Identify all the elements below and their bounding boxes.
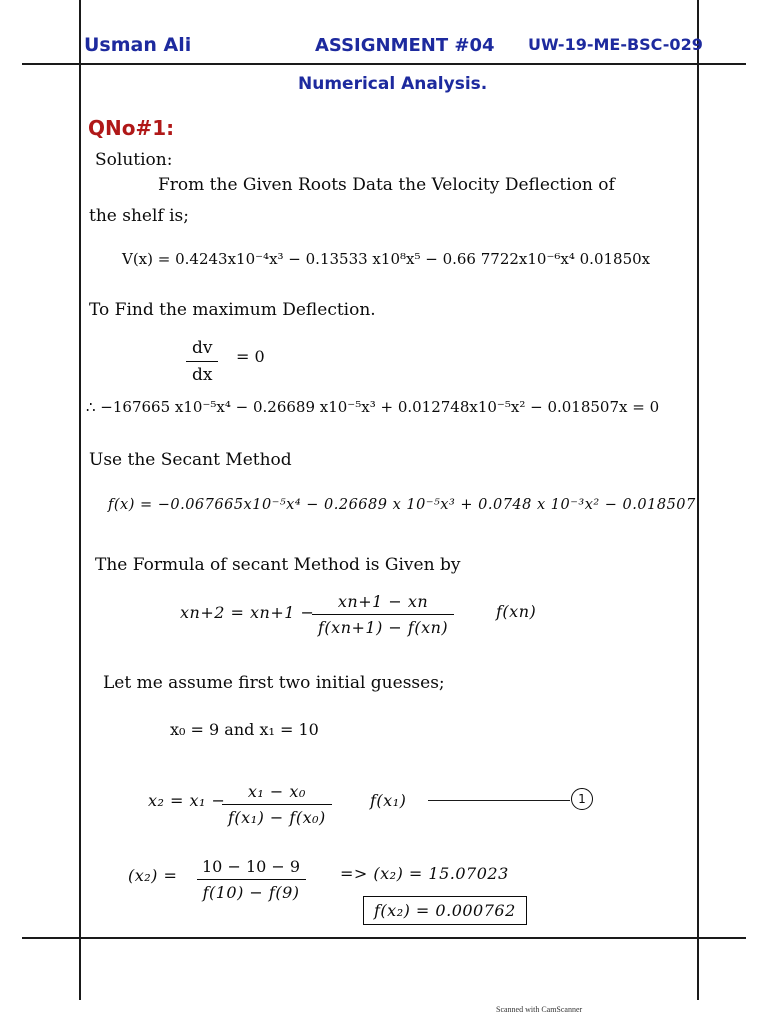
given-line-2: the shelf is; xyxy=(89,206,189,226)
given-line-1: From the Given Roots Data the Velocity Deflection of xyxy=(158,175,615,195)
initial-values: x₀ = 9 and x₁ = 10 xyxy=(170,720,319,739)
step-fraction xyxy=(222,782,332,827)
substitution-fraction xyxy=(196,857,306,902)
student-name: Usman Ali xyxy=(84,34,192,56)
solution-label: Solution: xyxy=(95,150,173,170)
formula-numerator: xn+1 − xn xyxy=(337,592,429,611)
left-margin-line xyxy=(79,0,81,1000)
formula-fraction xyxy=(312,592,454,637)
function-expression: f(x) = −0.067665x10⁻⁵x⁴ − 0.26689 x 10⁻⁵x³ + 0.0748 x 10⁻³x² − 0.018507 xyxy=(108,497,696,513)
step-tail: f(x₁) xyxy=(370,791,407,810)
derivative-denominator: dx xyxy=(186,361,218,385)
equation-number-1: 1 xyxy=(571,788,593,810)
step-numerator: x₁ − x₀ xyxy=(247,782,306,801)
scanner-watermark: Scanned with CamScanner xyxy=(496,1005,583,1014)
use-secant-line: Use the Secant Method xyxy=(89,450,292,470)
registration-number: UW-19-ME-BSC-029 xyxy=(528,35,703,54)
step-denominator: f(x₁) − f(x₀) xyxy=(222,804,332,827)
derivative-fraction xyxy=(186,338,219,385)
derivative-numerator: dv xyxy=(192,338,213,358)
assignment-title: ASSIGNMENT #04 xyxy=(315,35,495,56)
x2-result: => (x₂) = 15.07023 xyxy=(340,864,509,883)
substitution-lhs: (x₂) = xyxy=(128,866,178,885)
substitution-numerator: 10 − 10 − 9 xyxy=(202,857,301,876)
assume-line: Let me assume first two initial guesses; xyxy=(103,673,445,693)
top-rule xyxy=(22,63,746,65)
formula-tail: f(xn) xyxy=(496,602,537,621)
derivative-expression: ∴ −167665 x10⁻⁵x⁴ − 0.26689 x10⁻⁵x³ + 0.012748x10⁻⁵x² − 0.018507x = 0 xyxy=(86,398,660,416)
equation-leader-line xyxy=(428,800,570,801)
right-margin-line xyxy=(697,0,699,1000)
step-lhs: x₂ = x₁ − xyxy=(148,791,226,810)
bottom-rule xyxy=(22,937,746,939)
question-heading: QNo#1: xyxy=(88,116,175,140)
formula-intro: The Formula of secant Method is Given by xyxy=(95,555,461,575)
velocity-equation: V(x) = 0.4243x10⁻⁴x³ − 0.13533 x10⁸x⁵ − 0.66 7722x10⁻⁶x⁴ 0.01850x xyxy=(122,250,651,268)
formula-denominator: f(xn+1) − f(xn) xyxy=(312,614,454,637)
subject-title: Numerical Analysis. xyxy=(298,74,488,94)
derivative-equals: = 0 xyxy=(236,347,265,366)
fx2-result-box: f(x₂) = 0.000762 xyxy=(363,896,527,925)
formula-lhs: xn+2 = xn+1 − xyxy=(180,603,315,622)
substitution-denominator: f(10) − f(9) xyxy=(197,879,306,902)
to-find-line: To Find the maximum Deflection. xyxy=(89,300,376,320)
